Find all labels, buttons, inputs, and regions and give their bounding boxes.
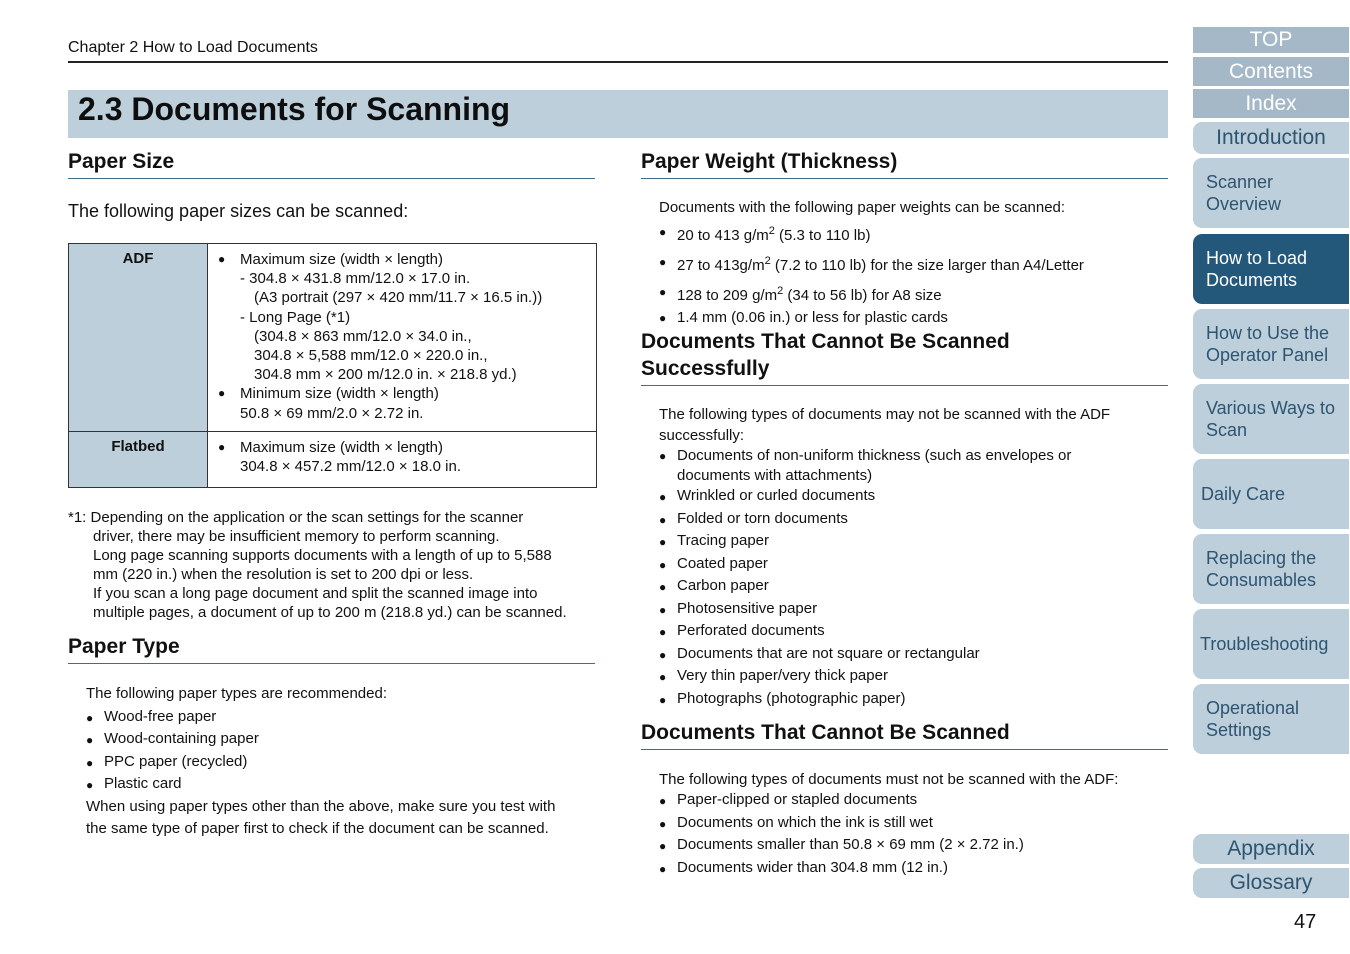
not-successful-rule xyxy=(641,385,1168,386)
adf-line6: 304.8 mm × 200 m/12.0 in. × 218.8 yd.) xyxy=(254,366,517,384)
list-item: ● Documents smaller than 50.8 × 69 mm (2 × 2.72 in.) xyxy=(659,834,1159,857)
adf-max: ● Maximum size (width × length) xyxy=(218,250,590,269)
footnote-line: *1: Depending on the application or the scan settings for the scanner xyxy=(68,509,524,526)
cannot-list xyxy=(659,789,1159,879)
page-number: 47 xyxy=(1294,911,1317,933)
footnote xyxy=(68,508,608,622)
footnote-line: Long page scanning supports documents with a length of up to 5,588 xyxy=(93,547,552,564)
paper-weight-rule xyxy=(641,178,1168,179)
list-item: ● 1.4 mm (0.06 in.) or less for plastic cards xyxy=(659,308,1159,327)
list-item: ● Documents of non-uniform thickness (such as envelopes or documents with attachments) xyxy=(659,446,1159,485)
flatbed-max-value: 304.8 × 457.2 mm/12.0 × 18.0 in. xyxy=(240,458,461,476)
paper-size-table xyxy=(68,243,597,488)
nav-tab-troubleshooting[interactable]: Troubleshooting xyxy=(1193,609,1349,679)
list-item: ● Plastic card xyxy=(86,773,606,796)
nav-tab-replacing-consumables[interactable]: Replacing the Consumables xyxy=(1193,534,1349,604)
cannot-body xyxy=(659,770,1159,879)
nav-tab-operational-settings[interactable]: Operational Settings xyxy=(1193,684,1349,754)
paper-weight-body xyxy=(659,198,1159,327)
not-successful-intro: successfully: xyxy=(659,426,745,444)
adf-min: ● Minimum size (width × length) xyxy=(218,384,590,403)
list-item: ● Photosensitive paper xyxy=(659,598,1159,621)
adf-line2: (A3 portrait (297 × 420 mm/11.7 × 16.5 in.)) xyxy=(254,289,543,307)
paper-type-intro: The following paper types are recommended: xyxy=(86,685,387,702)
paper-type-outro: When using paper types other than the above, make sure you test with xyxy=(86,797,556,815)
nav-tab-operator-panel[interactable]: How to Use the Operator Panel xyxy=(1193,309,1349,379)
list-item: ● Coated paper xyxy=(659,553,1159,576)
not-successful-list xyxy=(659,446,1159,710)
list-item: ● Documents on which the ink is still wet xyxy=(659,812,1159,835)
nav-tab-appendix[interactable]: Appendix xyxy=(1193,834,1349,864)
paper-weight-intro: Documents with the following paper weights can be scanned: xyxy=(659,199,1066,216)
list-item: ● Wrinkled or curled documents xyxy=(659,485,1159,508)
cannot-intro: The following types of documents must not be scanned with the ADF: xyxy=(659,771,1119,788)
list-item: ● PPC paper (recycled) xyxy=(86,751,606,774)
table-row xyxy=(69,244,597,432)
chapter-header: Chapter 2 How to Load Documents xyxy=(68,39,318,56)
nav-index-button[interactable]: Index xyxy=(1193,89,1349,118)
list-item: ● Wood-containing paper xyxy=(86,728,606,751)
list-item: ● Very thin paper/very thick paper xyxy=(659,665,1159,688)
nav-tab-introduction[interactable]: Introduction xyxy=(1193,122,1349,154)
list-item: ● Paper-clipped or stapled documents xyxy=(659,789,1159,812)
adf-line4: (304.8 × 863 mm/12.0 × 34.0 in., xyxy=(254,327,472,345)
nav-tab-scanner-overview[interactable]: Scanner Overview xyxy=(1193,158,1349,228)
cannot-heading: Documents That Cannot Be Scanned xyxy=(641,721,1010,744)
paper-weight-heading: Paper Weight (Thickness) xyxy=(641,150,898,173)
title-bar xyxy=(68,90,1168,138)
heading-line: Successfully xyxy=(641,357,770,380)
footnote-line: If you scan a long page document and split the scanned image into xyxy=(93,585,538,602)
list-item: ● Documents wider than 304.8 mm (12 in.) xyxy=(659,857,1159,880)
footnote-line: multiple pages, a document of up to 200 m (218.8 yd.) can be scanned. xyxy=(93,604,567,621)
not-successful-intro: The following types of documents may not be scanned with the ADF xyxy=(659,406,1111,423)
flatbed-label: Flatbed xyxy=(69,431,208,487)
flatbed-cell xyxy=(208,431,597,487)
list-item: ● Tracing paper xyxy=(659,530,1159,553)
list-item: ● Folded or torn documents xyxy=(659,508,1159,531)
adf-line1: - 304.8 × 431.8 mm/12.0 × 17.0 in. xyxy=(240,270,471,288)
not-successful-body xyxy=(659,405,1159,710)
nav-tab-various-ways-to-scan[interactable]: Various Ways to Scan xyxy=(1193,384,1349,454)
nav-tab-daily-care[interactable]: Daily Care xyxy=(1193,459,1349,529)
list-item: ● Documents that are not square or rectangular xyxy=(659,643,1159,666)
nav-contents-button[interactable]: Contents xyxy=(1193,57,1349,86)
list-item: ● Perforated documents xyxy=(659,620,1159,643)
flatbed-max: ● Maximum size (width × length) xyxy=(218,438,590,457)
table-row xyxy=(69,431,597,487)
paper-type-body xyxy=(86,683,606,841)
list-item: ● 128 to 209 $g/m^2$ (34 to 56 lb) for A8 size xyxy=(659,282,1159,305)
paper-type-list xyxy=(86,706,606,796)
header-divider xyxy=(68,61,1168,63)
adf-cell xyxy=(208,244,597,432)
paper-size-rule xyxy=(68,178,595,179)
not-successful-heading xyxy=(641,328,1010,382)
paper-type-rule xyxy=(68,663,595,664)
paper-type-heading: Paper Type xyxy=(68,635,180,658)
paper-type-outro: the same type of paper first to check if the document can be scanned. xyxy=(86,820,549,837)
adf-min-value: 50.8 × 69 mm/2.0 × 2.72 in. xyxy=(240,404,424,422)
list-item: ● 27 to $413g/m^2$ (7.2 to 110 lb) for the size larger than A4/Letter xyxy=(659,252,1159,275)
paper-size-intro: The following paper sizes can be scanned: xyxy=(68,201,409,221)
nav-tab-how-to-load-documents[interactable]: How to Load Documents xyxy=(1193,234,1349,304)
nav-top-button[interactable]: TOP xyxy=(1193,27,1349,53)
adf-line5: 304.8 × 5,588 mm/12.0 × 220.0 in., xyxy=(254,347,488,365)
list-item: ● Photographs (photographic paper) xyxy=(659,688,1159,711)
heading-line: Documents That Cannot Be Scanned xyxy=(641,330,1010,353)
paper-size-heading: Paper Size xyxy=(68,150,175,173)
list-item: ● 20 to 413 $g/m^2$ (5.3 to 110 lb) xyxy=(659,222,1159,245)
adf-line3: - Long Page (*1) xyxy=(240,308,351,326)
footnote-line: driver, there may be insufficient memory to perform scanning. xyxy=(93,528,500,545)
page-title: 2.3 Documents for Scanning xyxy=(78,91,511,127)
list-item: ● Wood-free paper xyxy=(86,706,606,729)
cannot-rule xyxy=(641,749,1168,750)
adf-label: ADF xyxy=(69,244,208,432)
nav-tab-glossary[interactable]: Glossary xyxy=(1193,868,1349,898)
paper-weight-list xyxy=(659,222,1159,327)
list-item: ● Carbon paper xyxy=(659,575,1159,598)
footnote-line: mm (220 in.) when the resolution is set to 200 dpi or less. xyxy=(93,566,474,583)
